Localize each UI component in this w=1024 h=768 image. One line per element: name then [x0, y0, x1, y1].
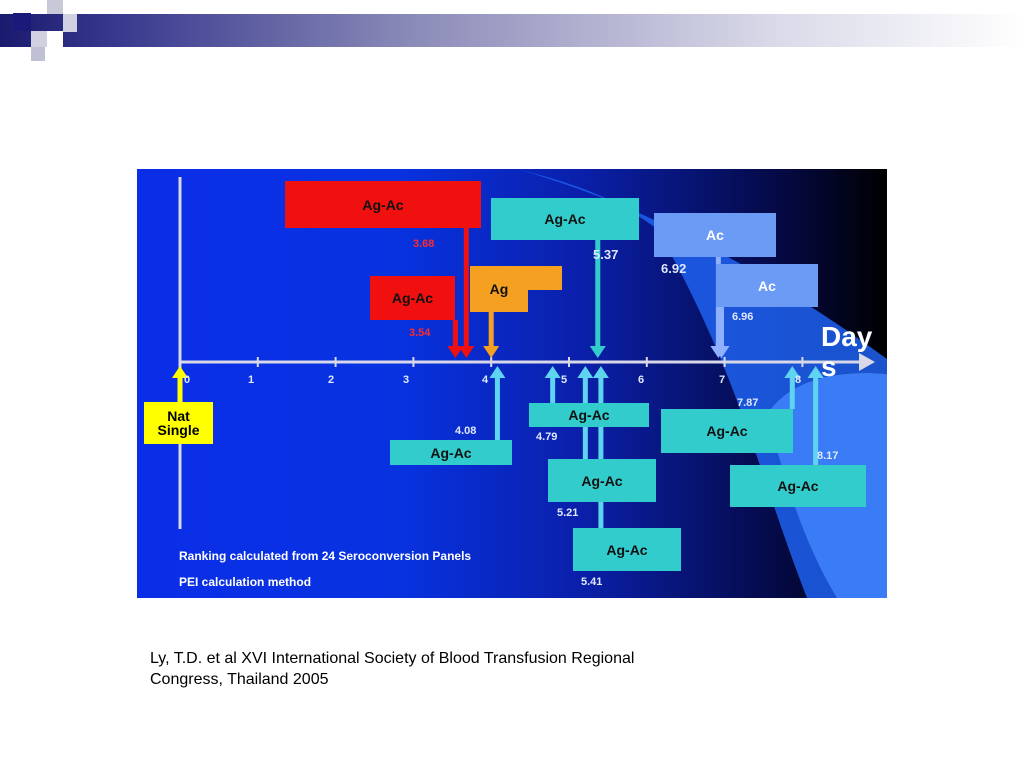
- header-square-decoration: [31, 31, 47, 47]
- header-square-decoration: [31, 47, 45, 61]
- box-ag-ac-787: Ag-Ac: [661, 409, 793, 453]
- box-ag-tab: [528, 266, 562, 290]
- box-ag-ac-354: Ag-Ac: [370, 276, 455, 320]
- arrow-below-head: [489, 366, 505, 378]
- x-axis-label: Days: [821, 321, 873, 382]
- box-ag-ac-368: Ag-Ac: [285, 181, 481, 228]
- tick-label: 5: [561, 374, 568, 386]
- box-ag-ac-537: Ag-Ac: [491, 198, 639, 240]
- value-label: 3.54: [409, 327, 431, 339]
- citation-line: Ly, T.D. et al XVI International Society of Blood Transfusion Regional: [150, 650, 635, 667]
- value-label: 5.41: [581, 576, 603, 588]
- arrow-below-head: [577, 366, 593, 378]
- tick-label: 4: [482, 374, 489, 386]
- citation: [150, 648, 634, 690]
- value-label: 5.21: [557, 507, 579, 519]
- arrow-above-head: [483, 346, 499, 358]
- box-ag-ac-521: Ag-Ac: [548, 459, 656, 502]
- arrow-below-head: [593, 366, 609, 378]
- box-ag-ac-817: Ag-Ac: [730, 465, 866, 507]
- box-ag-ac-479: Ag-Ac: [529, 403, 649, 427]
- header-gradient-bar: [0, 14, 1024, 47]
- arrow-below-head: [545, 366, 561, 378]
- value-label: 5.37: [593, 247, 619, 262]
- header-square-decoration: [31, 0, 47, 14]
- box-ac-692: Ac: [654, 213, 776, 257]
- citation-line: Congress, Thailand 2005: [150, 671, 329, 688]
- header-square-decoration: [63, 14, 77, 32]
- header-square-decoration: [47, 31, 63, 47]
- value-label: 7.87: [737, 397, 759, 409]
- value-label: 6.92: [661, 261, 687, 276]
- chart-note: PEI calculation method: [179, 575, 312, 589]
- tick-label: 6: [638, 374, 645, 386]
- tick-label: 7: [719, 374, 726, 386]
- tick-label: 0: [184, 374, 191, 386]
- arrow-above-head: [447, 346, 463, 358]
- arrow-above-head: [590, 346, 606, 358]
- box-ag: Ag: [470, 266, 528, 312]
- box-ag-ac-541: Ag-Ac: [573, 528, 681, 571]
- box-ac-696: Ac: [716, 264, 818, 307]
- tick-label: 8: [795, 374, 802, 386]
- header-square-decoration: [13, 13, 31, 31]
- tick-label: 1: [248, 374, 255, 386]
- value-label: 8.17: [817, 450, 839, 462]
- value-label: 4.08: [455, 425, 477, 437]
- value-label: 3.68: [413, 238, 435, 250]
- value-label: 6.96: [732, 311, 754, 323]
- single-label: Single: [157, 422, 200, 438]
- nat-label: Nat: [167, 408, 190, 424]
- value-label: 4.79: [536, 431, 558, 443]
- tick-label: 3: [403, 374, 410, 386]
- header-square-decoration: [47, 0, 63, 14]
- chart-note: Ranking calculated from 24 Seroconversion Panels: [179, 549, 472, 563]
- seroconversion-timeline-chart: [137, 169, 887, 598]
- box-nat-single: [144, 402, 213, 444]
- tick-label: 2: [328, 374, 335, 386]
- box-ag-ac-408: Ag-Ac: [390, 440, 512, 465]
